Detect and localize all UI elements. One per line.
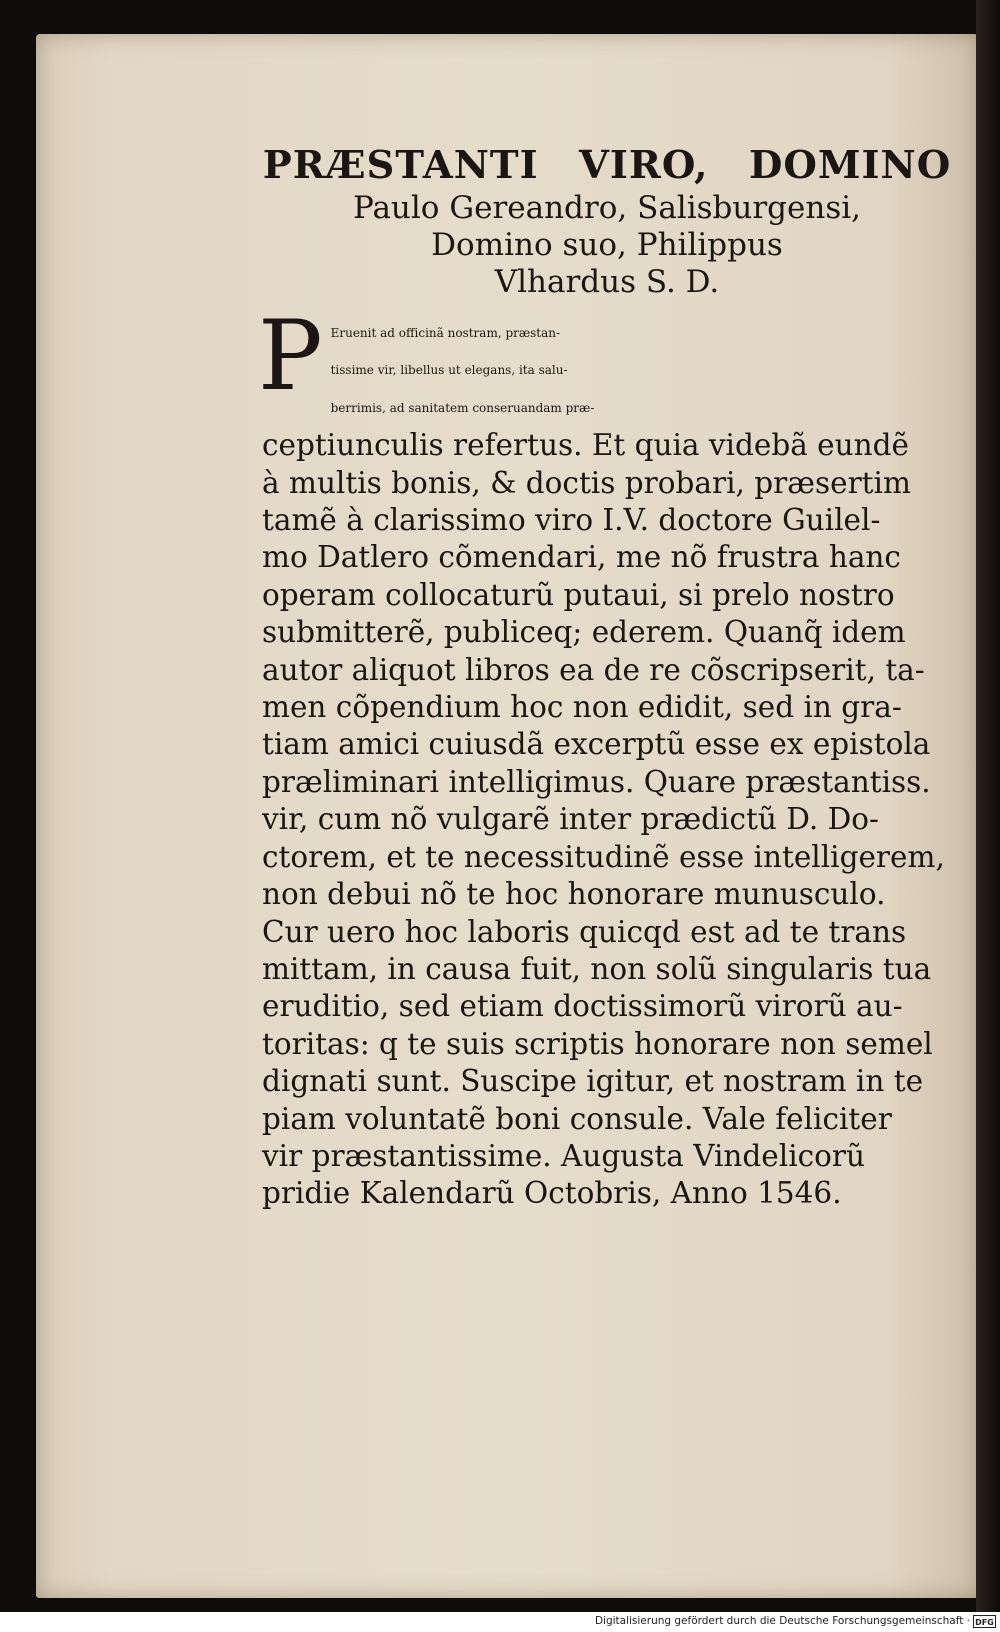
body-line: tissime vir, libellus ut elegans, ita salu-: [330, 363, 568, 378]
heading-line-1: PRÆSTANTI VIRO, DOMINO: [262, 143, 952, 188]
body-line: mo Datlero cõmendari, me nõ frustra hanc: [262, 540, 901, 575]
body-line: toritas: q te suis scriptis honorare non semel: [262, 1026, 933, 1061]
body-line: pridie Kalendarũ Octobris, Anno 1546.: [262, 1176, 842, 1211]
footer-bar: [0, 1612, 1000, 1632]
body-line: non debui nõ te hoc honorare munusculo.: [262, 877, 886, 912]
body-line: vir, cum nõ vulgarẽ inter prædictũ D. Do-: [262, 802, 879, 837]
body-line: Cur uero hoc laboris quicqd est ad te trans: [262, 914, 907, 949]
body-line: dignati sunt. Suscipe igitur, et nostram in te: [262, 1064, 924, 1099]
body-line: ceptiunculis refertus. Et quia videbã eundẽ: [262, 428, 909, 463]
body-line: Eruenit ad officinã nostram, præstan-: [330, 326, 561, 340]
body-line: men cõpendium hoc non edidit, sed in gra-: [262, 690, 902, 725]
body-line: piam voluntatẽ boni consule. Vale feliciter: [262, 1101, 892, 1136]
body-line: præliminari intelligimus. Quare præstantiss.: [262, 764, 931, 799]
body-line: autor aliquot libros ea de re cõscripserit, ta-: [262, 652, 925, 687]
body-line: mittam, in causa fuit, non solũ singularis tua: [262, 951, 932, 986]
heading-line-4: Vlhardus S. D.: [494, 264, 720, 300]
heading-line-2: Paulo Gereandro, Salisburgensi,: [352, 190, 862, 226]
dfg-logo-icon: DFG: [973, 1615, 996, 1628]
letter-body: [258, 300, 952, 1213]
drop-cap: P: [258, 300, 323, 412]
scan-edge: [976, 0, 1000, 1612]
heading-line-3: Domino suo, Philippus: [431, 227, 783, 263]
book-page: [36, 34, 980, 1598]
body-line: submitterẽ, publiceq; ederem. Quanq̃ idem: [262, 615, 906, 650]
letter-text-block: [258, 142, 952, 1213]
body-line: berrimis, ad sanitatem conseruandam præ-: [330, 400, 595, 415]
body-line: operam collocaturũ putaui, si prelo nostro: [262, 577, 895, 612]
body-line: à multis bonis, & doctis probari, præsertim: [262, 465, 911, 500]
body-line: tamẽ à clarissimo viro I.V. doctore Guilel-: [262, 503, 881, 538]
body-line: tiam amici cuiusdã excerptũ esse ex epistola: [262, 727, 931, 762]
body-line: ctorem, et te necessitudinẽ esse intelligerem,: [262, 839, 945, 874]
body-line: eruditio, sed etiam doctissimorũ virorũ au-: [262, 989, 903, 1024]
body-line: vir præstantissime. Augusta Vindelicorũ: [262, 1138, 866, 1173]
funding-credit: Digitalisierung gefördert durch die Deutsche Forschungsgemeinschaft ·: [594, 1615, 970, 1627]
